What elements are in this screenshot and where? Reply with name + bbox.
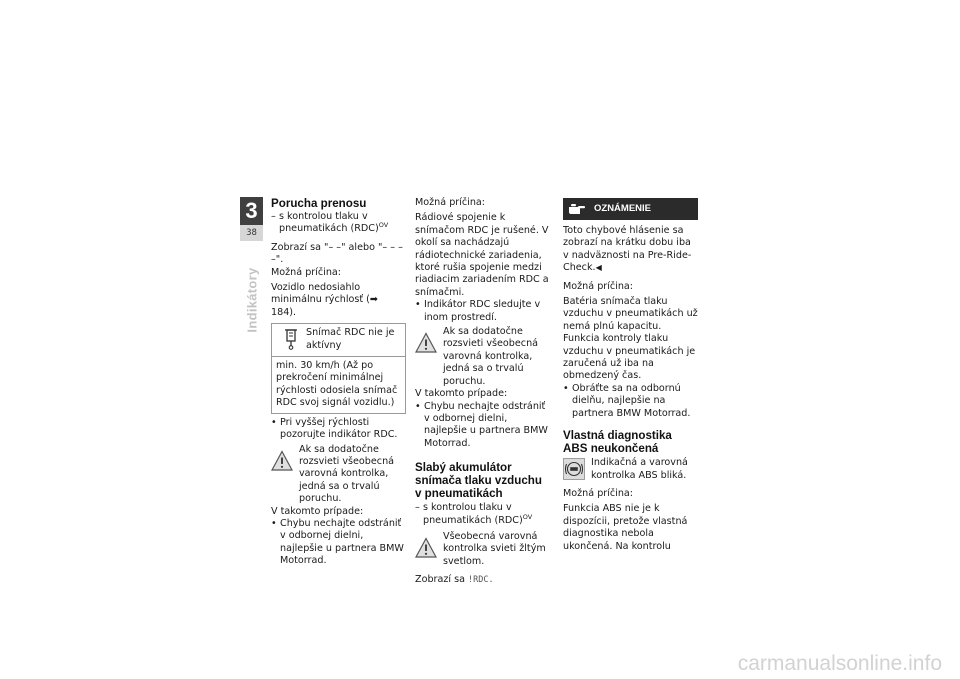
heading-abs-selfdiag: Vlastná diagnostika ABS neukončená — [563, 429, 672, 456]
dash-marker: – — [415, 502, 420, 514]
chapter-number: 3 — [245, 198, 258, 223]
abs-text: Indikačná a varovná kontrolka ABS bliká. — [591, 457, 688, 481]
dash-item-text: s kontrolou tlaku v pneumatikách (RDC) — [423, 502, 523, 526]
bullet-marker: • — [271, 517, 277, 529]
cause-label: Možná príčina: — [563, 487, 634, 499]
case-label: V takomto prípade: — [415, 388, 508, 400]
warning-row — [415, 531, 550, 568]
chapter-tab — [240, 197, 263, 241]
case-label: V takomto prípade: — [271, 505, 364, 517]
tire-sensor-icon — [281, 327, 301, 351]
notice-label: OZNÁMENIE — [594, 202, 651, 214]
bullet-marker: • — [415, 400, 421, 412]
rdc-info-box — [271, 323, 406, 413]
cause-label: Možná príčina: — [271, 266, 342, 278]
bullet-item — [415, 401, 550, 451]
abs-warning-icon — [563, 458, 585, 480]
bullet-item — [271, 417, 406, 442]
cause-text: Rádiové spojenie k snímačom RDC je rušené. V okolí sa nachádzajú rádiotechnické zariadenia, ktoré rušia spojenie medzi riadiacim zariadením RDC a snímačmi. — [415, 212, 549, 298]
page-number: 38 — [240, 225, 263, 241]
display-code: !RDC. — [468, 575, 494, 586]
dash-item-text: s kontrolou tlaku v pneumatikách (RDC) — [279, 211, 379, 235]
notice-text-block — [563, 225, 698, 275]
warning-triangle-icon — [271, 450, 293, 472]
watermark: carmanualsonline.info — [737, 652, 942, 675]
pointing-hand-icon — [568, 202, 586, 216]
bullet-text: Chybu nechajte odstrániť v odbornej dielni, najlepšie u partnera BMW Motorrad. — [280, 517, 404, 567]
rdc-box-bottom-text: min. 30 km/h (Až po prekročení minimálnej rýchlosti odosiela snímač RDC svoj signál vozidlu.) — [276, 360, 398, 409]
cause-text: Funkcia ABS nie je k dispozícii, pretože vlastná diagnostika nebola ukončená. Na kontrolu — [563, 503, 688, 552]
rdc-info-top — [272, 324, 405, 357]
warning-row — [415, 326, 550, 388]
warning-text: Ak sa dodatočne rozsvieti všeobecná varovná kontrolka, jedná sa o trvalú poruchu. — [299, 443, 395, 505]
cause-text: Vozidlo nedosiahlo minimálnu rýchlosť (➡ 184). — [271, 282, 378, 318]
bullet-marker: • — [563, 382, 569, 394]
abs-row — [563, 457, 698, 482]
column-3 — [563, 198, 698, 553]
cause-text: Batéria snímača tlaku vzduchu v pneumatikách už nemá plnú kapacitu. Funkcia kontroly tlaku vzduchu v pneumatikách je zaručená už iba na obmedzený čas. — [563, 296, 698, 382]
notice-text: Toto chybové hlásenie sa zobrazí na krátku dobu iba v nadväznosti na Pre-Ride-Check. — [563, 225, 692, 274]
chapter-side-label: Indikátory — [244, 267, 260, 333]
display-text: Zobrazí sa "– –" alebo "– – – –". — [271, 241, 403, 266]
bullet-text: Indikátor RDC sledujte v inom prostredí. — [424, 299, 541, 323]
warning-triangle-icon — [415, 537, 437, 559]
bullet-text: Pri vyššej rýchlosti pozorujte indikátor RDC. — [280, 416, 398, 441]
option-superscript: OV — [522, 512, 533, 521]
heading-transmission-fault: Porucha prenosu — [271, 197, 367, 210]
end-mark: ◀ — [595, 263, 602, 273]
heading-weak-battery: Slabý akumulátor snímača tlaku vzduchu v pneumatikách — [415, 461, 542, 501]
warning-row — [271, 444, 406, 506]
bullet-text: Obráťte sa na odbornú dielňu, najlepšie na partnera BMW Motorrad. — [572, 382, 691, 419]
display-line — [415, 574, 550, 586]
notice-bar — [563, 198, 698, 220]
dash-item-rdc — [271, 211, 406, 236]
dash-item-rdc — [415, 502, 550, 527]
rdc-box-top-text: Snímač RDC nie je aktívny — [306, 327, 395, 351]
bullet-item — [415, 299, 550, 324]
bullet-item — [271, 518, 406, 568]
column-2 — [415, 197, 550, 587]
bullet-marker: • — [271, 416, 277, 428]
warning-triangle-icon — [415, 332, 437, 354]
warning-text: Všeobecná varovná kontrolka svieti žltým svetlom. — [443, 530, 546, 567]
cause-label: Možná príčina: — [415, 197, 486, 208]
display-prefix: Zobrazí sa — [415, 574, 465, 586]
warning-text: Ak sa dodatočne rozsvieti všeobecná varovná kontrolka, jedná sa o trvalú poruchu. — [443, 326, 539, 387]
dash-marker: – — [271, 211, 276, 222]
column-1 — [271, 197, 406, 568]
option-superscript: OV — [378, 221, 389, 230]
cause-label: Možná príčina: — [563, 280, 634, 292]
bullet-item — [563, 383, 698, 420]
bullet-marker: • — [415, 299, 421, 311]
bullet-text: Chybu nechajte odstrániť v odbornej dielni, najlepšie u partnera BMW Motorrad. — [424, 400, 548, 449]
